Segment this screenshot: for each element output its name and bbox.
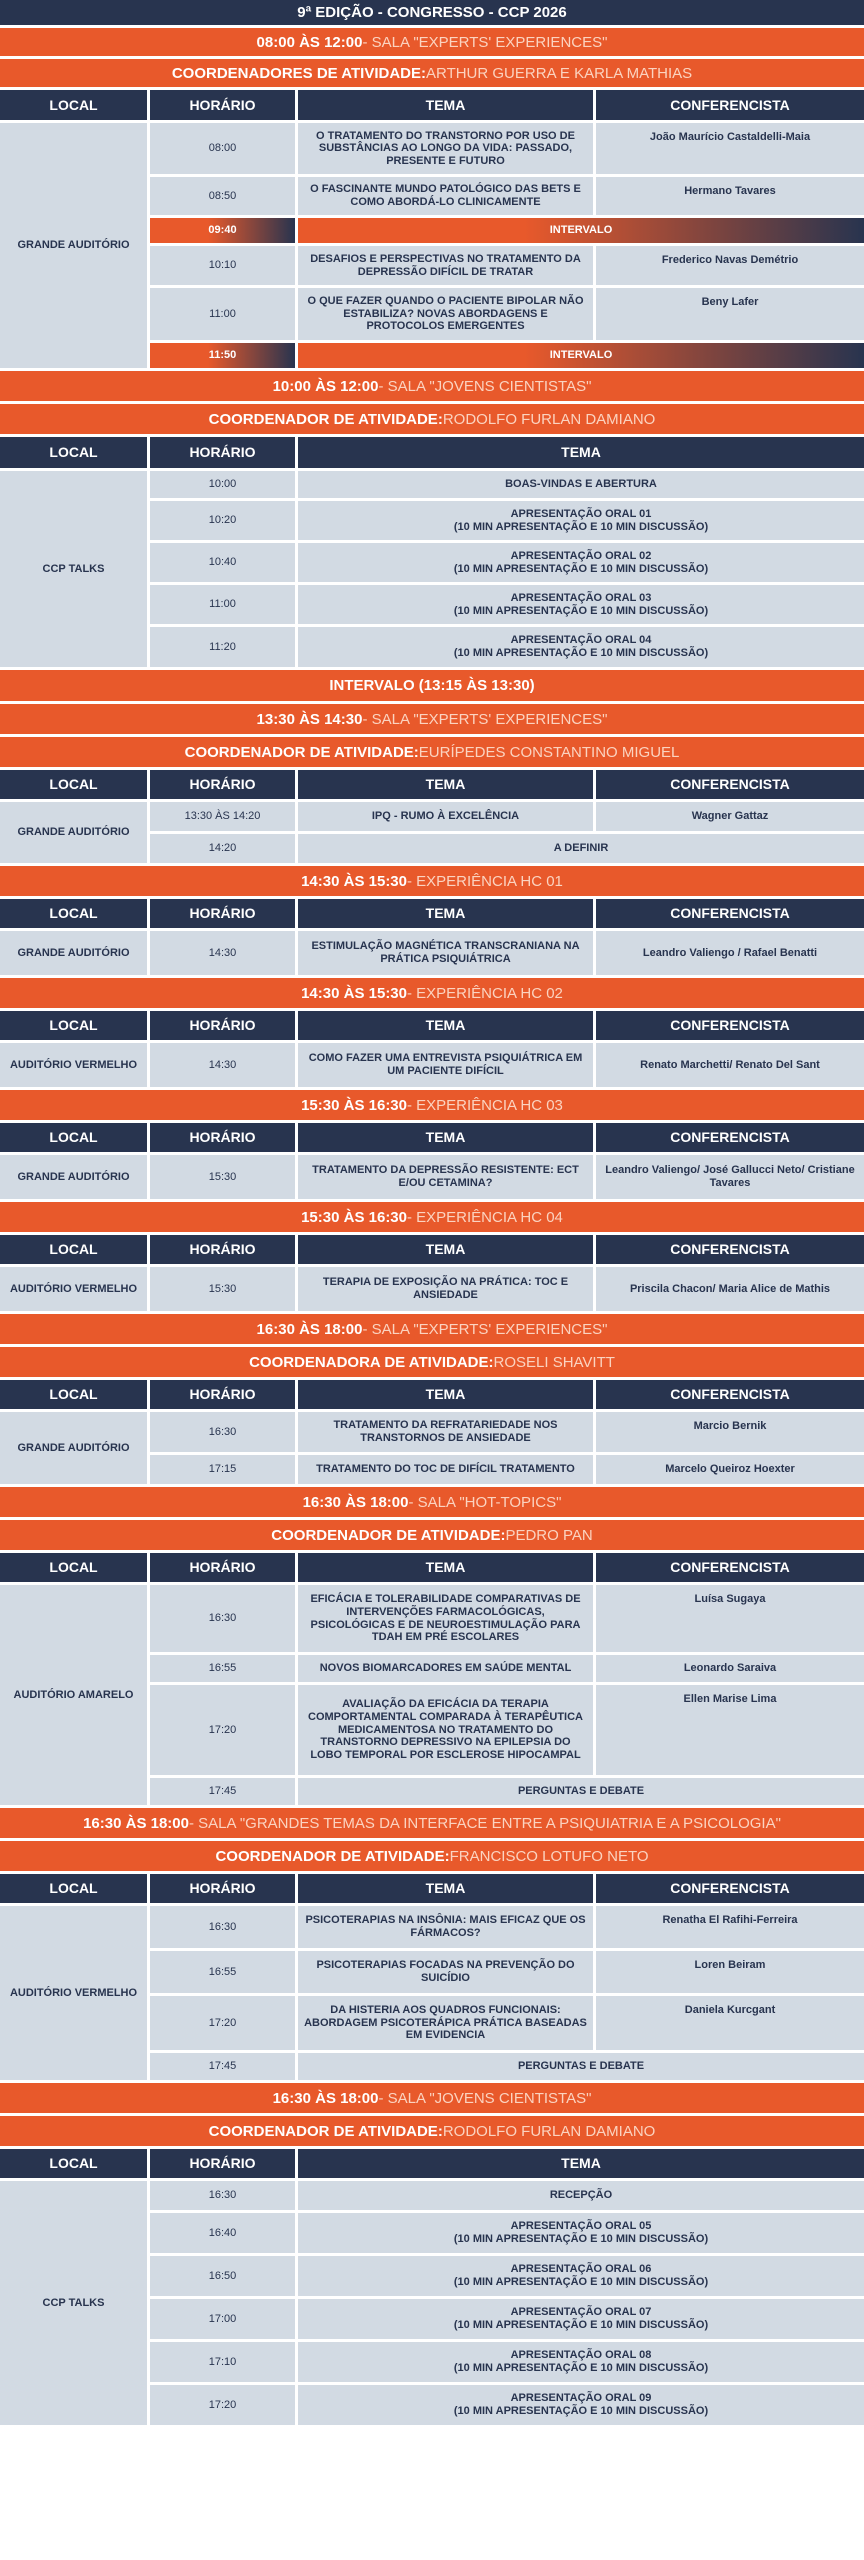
time-cell: 16:30 <box>150 1585 295 1652</box>
time-cell: 11:00 <box>150 288 295 340</box>
time-cell: 15:30 <box>150 1155 295 1199</box>
topic-cell: ESTIMULAÇÃO MAGNÉTICA TRANSCRANIANA NA PRÁTICA PSIQUIÁTRICA <box>298 931 593 975</box>
header-tema: TEMA <box>298 1011 593 1040</box>
topic-cell: IPQ - RUMO À EXCELÊNCIA <box>298 802 593 831</box>
session-time: 16:30 ÀS 18:00 <box>302 1493 409 1511</box>
header-tema: TEMA <box>298 1874 593 1903</box>
session-time: 10:00 ÀS 12:00 <box>272 377 379 395</box>
schedule-table <box>0 90 864 368</box>
header-tema: TEMA <box>298 1553 593 1582</box>
schedule-table <box>0 770 864 863</box>
speaker-cell: Leandro Valiengo / Rafael Benatti <box>596 931 864 975</box>
topic-cell <box>298 2342 864 2382</box>
session-time: 08:00 ÀS 12:00 <box>256 33 363 51</box>
coordinator-bar <box>0 1841 864 1871</box>
header-tema: TEMA <box>298 90 593 120</box>
header-tema: TEMA <box>298 1235 593 1264</box>
time-cell: 16:50 <box>150 2256 295 2296</box>
topic-cell: O QUE FAZER QUANDO O PACIENTE BIPOLAR NÃO ESTABILIZA? NOVAS ABORDAGENS E PROTOCOLOS EMERGENTES <box>298 288 593 340</box>
coordinator-label: COORDENADOR DE ATIVIDADE: <box>208 2122 443 2140</box>
topic-cell: PERGUNTAS E DEBATE <box>298 2053 864 2080</box>
coordinator-name: ROSELI SHAVITT <box>493 1353 615 1371</box>
session-time: 13:30 ÀS 14:30 <box>256 710 363 728</box>
header-conferencista: CONFERENCISTA <box>596 770 864 799</box>
time-cell: 08:00 <box>150 123 295 174</box>
header-conferencista: CONFERENCISTA <box>596 1553 864 1582</box>
session-time: 15:30 ÀS 16:30 <box>301 1208 407 1226</box>
topic-title: APRESENTAÇÃO ORAL 08 <box>510 2349 652 2362</box>
topic-cell <box>298 2299 864 2339</box>
time-cell: 17:20 <box>150 1685 295 1775</box>
location-cell: GRANDE AUDITÓRIO <box>0 802 147 863</box>
coordinator-bar <box>0 2116 864 2146</box>
topic-cell: A DEFINIR <box>298 834 864 863</box>
session-time: 16:30 ÀS 18:00 <box>83 1814 189 1832</box>
header-local: LOCAL <box>0 1011 147 1040</box>
header-local: LOCAL <box>0 90 147 120</box>
speaker-cell: Beny Lafer <box>596 288 864 340</box>
session-time: 15:30 ÀS 16:30 <box>301 1096 407 1114</box>
topic-title: APRESENTAÇÃO ORAL 02 <box>510 549 652 562</box>
topic-cell <box>298 627 864 667</box>
header-local: LOCAL <box>0 899 147 928</box>
header-tema: TEMA <box>298 770 593 799</box>
topic-title: APRESENTAÇÃO ORAL 03 <box>510 591 652 604</box>
header-horario: HORÁRIO <box>150 770 295 799</box>
session-bar <box>0 1202 864 1232</box>
topic-cell: DA HISTERIA AOS QUADROS FUNCIONAIS: ABORDAGEM PSICOTERÁPICA PRÁTICA BASEADAS EM EVIDENCIA <box>298 1996 593 2050</box>
time-cell: 10:00 <box>150 471 295 498</box>
location-cell: AUDITÓRIO VERMELHO <box>0 1906 147 2080</box>
time-cell: 17:45 <box>150 2053 295 2080</box>
header-horario: HORÁRIO <box>150 1380 295 1409</box>
speaker-cell: Renato Marchetti/ Renato Del Sant <box>596 1043 864 1087</box>
break-time-cell: 11:50 <box>150 343 295 368</box>
header-horario: HORÁRIO <box>150 1123 295 1152</box>
session-bar <box>0 28 864 56</box>
header-conferencista: CONFERENCISTA <box>596 899 864 928</box>
header-local: LOCAL <box>0 1874 147 1903</box>
time-cell: 10:40 <box>150 543 295 582</box>
speaker-cell: Marcio Bernik <box>596 1412 864 1452</box>
location-cell: CCP TALKS <box>0 471 147 667</box>
topic-cell: PSICOTERAPIAS FOCADAS NA PREVENÇÃO DO SUICÍDIO <box>298 1951 593 1993</box>
session-time: 16:30 ÀS 18:00 <box>272 2089 379 2107</box>
speaker-cell: Frederico Navas Demétrio <box>596 246 864 285</box>
session-time: 14:30 ÀS 15:30 <box>301 984 407 1002</box>
header-local: LOCAL <box>0 1380 147 1409</box>
header-horario: HORÁRIO <box>150 1553 295 1582</box>
header-horario: HORÁRIO <box>150 1011 295 1040</box>
location-cell: GRANDE AUDITÓRIO <box>0 1412 147 1484</box>
schedule-table <box>0 2149 864 2425</box>
time-cell: 13:30 ÀS 14:20 <box>150 802 295 831</box>
topic-cell: BOAS-VINDAS E ABERTURA <box>298 471 864 498</box>
time-cell: 17:00 <box>150 2299 295 2339</box>
session-bar <box>0 2083 864 2113</box>
session-bar <box>0 1487 864 1517</box>
header-horario: HORÁRIO <box>150 1235 295 1264</box>
time-cell: 10:20 <box>150 501 295 540</box>
coordinator-name: RODOLFO FURLAN DAMIANO <box>442 410 656 428</box>
time-cell: 17:20 <box>150 1996 295 2050</box>
header-tema: TEMA <box>298 1123 593 1152</box>
topic-note: (10 MIN APRESENTAÇÃO E 10 MIN DISCUSSÃO) <box>453 2362 709 2374</box>
time-cell: 16:40 <box>150 2213 295 2253</box>
time-cell: 14:30 <box>150 1043 295 1087</box>
speaker-cell: Leonardo Saraiva <box>596 1655 864 1682</box>
schedule-table <box>0 1380 864 1484</box>
schedule-table <box>0 1235 864 1311</box>
topic-note: (10 MIN APRESENTAÇÃO E 10 MIN DISCUSSÃO) <box>453 2405 709 2417</box>
topic-cell: RECEPÇÃO <box>298 2181 864 2210</box>
topic-cell <box>298 2256 864 2296</box>
topic-title: APRESENTAÇÃO ORAL 05 <box>510 2220 652 2233</box>
topic-note: (10 MIN APRESENTAÇÃO E 10 MIN DISCUSSÃO) <box>453 2319 709 2331</box>
time-cell: 17:15 <box>150 1455 295 1484</box>
topic-cell: O FASCINANTE MUNDO PATOLÓGICO DAS BETS E COMO ABORDÁ-LO CLINICAMENTE <box>298 177 593 215</box>
topic-cell <box>298 2385 864 2425</box>
speaker-cell: Hermano Tavares <box>596 177 864 215</box>
topic-note: (10 MIN APRESENTAÇÃO E 10 MIN DISCUSSÃO) <box>453 604 709 617</box>
session-bar <box>0 1808 864 1838</box>
speaker-cell: Wagner Gattaz <box>596 802 864 831</box>
time-cell: 14:20 <box>150 834 295 863</box>
topic-title: APRESENTAÇÃO ORAL 01 <box>510 507 652 520</box>
header-horario: HORÁRIO <box>150 899 295 928</box>
header-horario: HORÁRIO <box>150 1874 295 1903</box>
coordinator-bar <box>0 737 864 767</box>
header-conferencista: CONFERENCISTA <box>596 1123 864 1152</box>
session-room: - SALA "JOVENS CIENTISTAS" <box>378 377 592 395</box>
coordinator-name: FRANCISCO LOTUFO NETO <box>449 1847 649 1865</box>
topic-cell: TRATAMENTO DA DEPRESSÃO RESISTENTE: ECT E/OU CETAMINA? <box>298 1155 593 1199</box>
location-cell: GRANDE AUDITÓRIO <box>0 1155 147 1199</box>
session-room: - EXPERIÊNCIA HC 03 <box>407 1096 563 1114</box>
topic-cell: COMO FAZER UMA ENTREVISTA PSIQUIÁTRICA EM UM PACIENTE DIFÍCIL <box>298 1043 593 1087</box>
congress-title-bar <box>0 0 864 25</box>
break-cell: INTERVALO <box>298 218 864 243</box>
session-bar <box>0 1090 864 1120</box>
coordinator-label: COORDENADOR DE ATIVIDADE: <box>271 1526 506 1544</box>
congress-title: 9ª EDIÇÃO - CONGRESSO - CCP 2026 <box>297 4 567 21</box>
topic-note: (10 MIN APRESENTAÇÃO E 10 MIN DISCUSSÃO) <box>453 520 709 533</box>
topic-note: (10 MIN APRESENTAÇÃO E 10 MIN DISCUSSÃO) <box>453 562 709 575</box>
session-time: 14:30 ÀS 15:30 <box>301 872 407 890</box>
time-cell: 17:45 <box>150 1778 295 1805</box>
topic-cell: O TRATAMENTO DO TRANSTORNO POR USO DE SUBSTÂNCIAS AO LONGO DA VIDA: PASSADO, PRESENTE E FUTURO <box>298 123 593 174</box>
topic-cell: TRATAMENTO DA REFRATARIEDADE NOS TRANSTORNOS DE ANSIEDADE <box>298 1412 593 1452</box>
coordinator-label: COORDENADOR DE ATIVIDADE: <box>208 410 443 428</box>
topic-cell: EFICÁCIA E TOLERABILIDADE COMPARATIVAS DE INTERVENÇÕES FARMACOLÓGICAS, PSICOLÓGICAS E DE NEUROESTIMULAÇÃO PARA TDAH EM PRÉ ESCOLARES <box>298 1585 593 1652</box>
session-time: 16:30 ÀS 18:00 <box>256 1320 363 1338</box>
coordinator-bar <box>0 1347 864 1377</box>
schedule-table <box>0 1553 864 1805</box>
header-tema: TEMA <box>298 437 864 468</box>
topic-title: APRESENTAÇÃO ORAL 06 <box>510 2263 652 2276</box>
speaker-cell: Priscila Chacon/ Maria Alice de Mathis <box>596 1267 864 1311</box>
header-horario: HORÁRIO <box>150 2149 295 2178</box>
time-cell: 17:20 <box>150 2385 295 2425</box>
topic-cell <box>298 501 864 540</box>
time-cell: 11:20 <box>150 627 295 667</box>
time-cell: 08:50 <box>150 177 295 215</box>
header-conferencista: CONFERENCISTA <box>596 1380 864 1409</box>
header-horario: HORÁRIO <box>150 90 295 120</box>
time-cell: 16:55 <box>150 1655 295 1682</box>
topic-title: APRESENTAÇÃO ORAL 09 <box>510 2392 652 2405</box>
speaker-cell: Leandro Valiengo/ José Gallucci Neto/ Cristiane Tavares <box>596 1155 864 1199</box>
header-local: LOCAL <box>0 2149 147 2178</box>
time-cell: 16:55 <box>150 1951 295 1993</box>
topic-note: (10 MIN APRESENTAÇÃO E 10 MIN DISCUSSÃO) <box>453 2233 709 2245</box>
session-room: - SALA "JOVENS CIENTISTAS" <box>378 2089 592 2107</box>
session-room: - SALA "EXPERTS' EXPERIENCES" <box>362 1320 608 1338</box>
header-conferencista: CONFERENCISTA <box>596 1874 864 1903</box>
header-local: LOCAL <box>0 1235 147 1264</box>
time-cell: 17:10 <box>150 2342 295 2382</box>
schedule-table <box>0 1123 864 1199</box>
coordinator-name: EURÍPEDES CONSTANTINO MIGUEL <box>418 743 680 761</box>
time-cell: 16:30 <box>150 2181 295 2210</box>
coordinator-label: COORDENADORES DE ATIVIDADE: <box>171 64 426 82</box>
coordinator-name: RODOLFO FURLAN DAMIANO <box>442 2122 656 2140</box>
header-tema: TEMA <box>298 899 593 928</box>
time-cell: 10:10 <box>150 246 295 285</box>
session-room: - SALA "EXPERTS' EXPERIENCES" <box>362 710 608 728</box>
location-cell: GRANDE AUDITÓRIO <box>0 931 147 975</box>
time-cell: 14:30 <box>150 931 295 975</box>
topic-cell <box>298 585 864 624</box>
header-conferencista: CONFERENCISTA <box>596 1011 864 1040</box>
session-bar <box>0 978 864 1008</box>
topic-cell: AVALIAÇÃO DA EFICÁCIA DA TERAPIA COMPORTAMENTAL COMPARADA À TERAPÊUTICA MEDICAMENTOSA NO TRATAMENTO DO TRANSTORNO DEPRESSIVO NA EPILEPSIA DO LOBO TEMPORAL POR ESCLEROSE HIPOCAMPAL <box>298 1685 593 1775</box>
interval-bar <box>0 670 864 701</box>
speaker-cell: Ellen Marise Lima <box>596 1685 864 1775</box>
topic-title: APRESENTAÇÃO ORAL 07 <box>510 2306 652 2319</box>
speaker-cell: Renatha El Rafihi-Ferreira <box>596 1906 864 1948</box>
time-cell: 15:30 <box>150 1267 295 1311</box>
schedule-table <box>0 437 864 667</box>
session-bar <box>0 371 864 401</box>
coordinator-name: ARTHUR GUERRA E KARLA MATHIAS <box>426 64 693 82</box>
location-cell: CCP TALKS <box>0 2181 147 2425</box>
schedule-table <box>0 1874 864 2080</box>
header-local: LOCAL <box>0 770 147 799</box>
schedule-table <box>0 899 864 975</box>
header-conferencista: CONFERENCISTA <box>596 90 864 120</box>
break-time-cell: 09:40 <box>150 218 295 243</box>
speaker-cell: Luísa Sugaya <box>596 1585 864 1652</box>
coordinator-name: PEDRO PAN <box>505 1526 593 1544</box>
location-cell: GRANDE AUDITÓRIO <box>0 123 147 368</box>
topic-cell: TRATAMENTO DO TOC DE DIFÍCIL TRATAMENTO <box>298 1455 593 1484</box>
session-room: - EXPERIÊNCIA HC 04 <box>407 1208 563 1226</box>
header-local: LOCAL <box>0 437 147 468</box>
break-cell: INTERVALO <box>298 343 864 368</box>
header-tema: TEMA <box>298 2149 864 2178</box>
topic-note: (10 MIN APRESENTAÇÃO E 10 MIN DISCUSSÃO) <box>453 2276 709 2288</box>
coordinator-bar <box>0 404 864 434</box>
speaker-cell: Marcelo Queiroz Hoexter <box>596 1455 864 1484</box>
header-local: LOCAL <box>0 1123 147 1152</box>
location-cell: AUDITÓRIO AMARELO <box>0 1585 147 1805</box>
coordinator-bar <box>0 59 864 87</box>
session-room: - SALA "EXPERTS' EXPERIENCES" <box>362 33 608 51</box>
header-conferencista: CONFERENCISTA <box>596 1235 864 1264</box>
topic-title: APRESENTAÇÃO ORAL 04 <box>510 634 652 647</box>
schedule-table <box>0 1011 864 1087</box>
session-bar <box>0 704 864 734</box>
header-horario: HORÁRIO <box>150 437 295 468</box>
time-cell: 16:30 <box>150 1412 295 1452</box>
topic-note: (10 MIN APRESENTAÇÃO E 10 MIN DISCUSSÃO) <box>453 647 709 659</box>
topic-cell: TERAPIA DE EXPOSIÇÃO NA PRÁTICA: TOC E ANSIEDADE <box>298 1267 593 1311</box>
coordinator-label: COORDENADOR DE ATIVIDADE: <box>184 743 419 761</box>
time-cell: 11:00 <box>150 585 295 624</box>
location-cell: AUDITÓRIO VERMELHO <box>0 1043 147 1087</box>
time-cell: 16:30 <box>150 1906 295 1948</box>
topic-cell: PSICOTERAPIAS NA INSÔNIA: MAIS EFICAZ QUE OS FÁRMACOS? <box>298 1906 593 1948</box>
speaker-cell: Daniela Kurcgant <box>596 1996 864 2050</box>
session-bar <box>0 1314 864 1344</box>
session-room: - SALA "GRANDES TEMAS DA INTERFACE ENTRE A PSIQUIATRIA E A PSICOLOGIA" <box>188 1814 781 1832</box>
coordinator-label: COORDENADOR DE ATIVIDADE: <box>215 1847 450 1865</box>
coordinator-bar <box>0 1520 864 1550</box>
speaker-cell: João Maurício Castaldelli-Maia <box>596 123 864 174</box>
interval-label: INTERVALO (13:15 ÀS 13:30) <box>329 677 535 694</box>
session-room: - SALA "HOT-TOPICS" <box>408 1493 562 1511</box>
topic-cell <box>298 2213 864 2253</box>
speaker-cell: Loren Beiram <box>596 1951 864 1993</box>
topic-cell <box>298 543 864 582</box>
session-bar <box>0 866 864 896</box>
location-cell: AUDITÓRIO VERMELHO <box>0 1267 147 1311</box>
topic-cell: DESAFIOS E PERSPECTIVAS NO TRATAMENTO DA DEPRESSÃO DIFÍCIL DE TRATAR <box>298 246 593 285</box>
coordinator-label: COORDENADORA DE ATIVIDADE: <box>249 1353 494 1371</box>
header-local: LOCAL <box>0 1553 147 1582</box>
topic-cell: PERGUNTAS E DEBATE <box>298 1778 864 1805</box>
header-tema: TEMA <box>298 1380 593 1409</box>
session-room: - EXPERIÊNCIA HC 01 <box>407 872 563 890</box>
topic-cell: NOVOS BIOMARCADORES EM SAÚDE MENTAL <box>298 1655 593 1682</box>
session-room: - EXPERIÊNCIA HC 02 <box>407 984 563 1002</box>
